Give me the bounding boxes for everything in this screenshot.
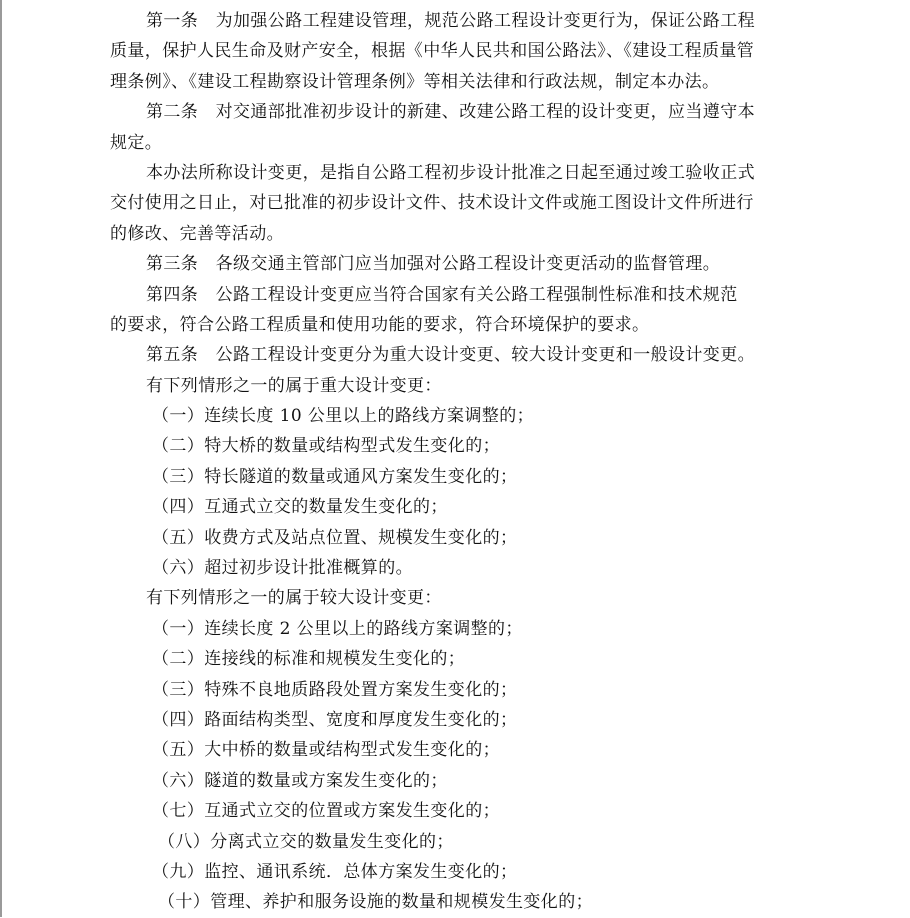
article-3-line-1: 第三条 各级交通主管部门应当加强对公路工程设计变更活动的监督管理。	[146, 254, 721, 275]
article-1-line-2: 质量，保护人民生命及财产安全，根据《中华人民共和国公路法》、《建设工程质量管	[110, 41, 755, 62]
large-change-item-9: （九）监控、通讯系统．总体方案发生变化的；	[152, 861, 518, 882]
large-change-item-8: （八）分离式立交的数量发生变化的；	[158, 831, 454, 852]
major-change-item-6: （六）超过初步设计批准概算的。	[152, 558, 413, 579]
large-change-item-2: （二）连接线的标准和规模发生变化的；	[152, 649, 466, 670]
document-page	[110, 6, 800, 918]
major-change-item-1: （一）连续长度 10 公里以上的路线方案调整的；	[152, 406, 535, 427]
article-1-line-1: 第一条 为加强公路工程建设管理，规范公路工程设计变更行为，保证公路工程	[146, 11, 755, 31]
large-change-intro: 有下列情形之一的属于较大设计变更：	[146, 588, 442, 609]
major-change-item-5: （五）收费方式及站点位置、规模发生变化的；	[152, 527, 518, 548]
major-change-item-2: （二）特大桥的数量或结构型式发生变化的；	[152, 436, 500, 457]
page-edge-rule	[0, 0, 2, 917]
definition-line-2: 交付使用之日止，对已批准的初步设计文件、技术设计文件或施工图设计文件所进行	[110, 193, 754, 214]
definition-line-3: 的修改、完善等活动。	[110, 223, 284, 244]
large-change-item-3: （三）特殊不良地质路段处置方案发生变化的；	[152, 679, 518, 700]
article-5-line-1: 第五条 公路工程设计变更分为重大设计变更、较大设计变更和一般设计变更。	[146, 345, 755, 366]
major-change-intro: 有下列情形之一的属于重大设计变更：	[146, 375, 442, 396]
article-4-line-2: 的要求，符合公路工程质量和使用功能的要求，符合环境保护的要求。	[110, 314, 650, 335]
article-2-line-2: 规定。	[110, 132, 163, 153]
major-change-item-4: （四）互通式立交的数量发生变化的；	[152, 497, 448, 518]
large-change-item-1: （一）连续长度 2 公里以上的路线方案调整的；	[152, 618, 523, 639]
major-change-item-3: （三）特长隧道的数量或通风方案发生变化的；	[152, 466, 518, 487]
article-4-line-1: 第四条 公路工程设计变更应当符合国家有关公路工程强制性标准和技术规范	[146, 284, 738, 305]
article-2-line-1: 第二条 对交通部批准初步设计的新建、改建公路工程的设计变更，应当遵守本	[146, 102, 755, 123]
large-change-item-10: （十）管理、养护和服务设施的数量和规模发生变化的；	[158, 892, 593, 913]
large-change-item-6: （六）隧道的数量或方案发生变化的；	[152, 770, 448, 791]
large-change-item-5: （五）大中桥的数量或结构型式发生变化的；	[152, 740, 500, 761]
article-1-line-3: 理条例》、《建设工程勘察设计管理条例》等相关法律和行政法规，制定本办法。	[110, 71, 720, 92]
definition-line-1: 本办法所称设计变更，是指自公路工程初步设计批准之日起至通过竣工验收正式	[146, 162, 755, 183]
large-change-item-4: （四）路面结构类型、宽度和厚度发生变化的；	[152, 709, 518, 730]
large-change-item-7: （七）互通式立交的位置或方案发生变化的；	[152, 801, 500, 822]
